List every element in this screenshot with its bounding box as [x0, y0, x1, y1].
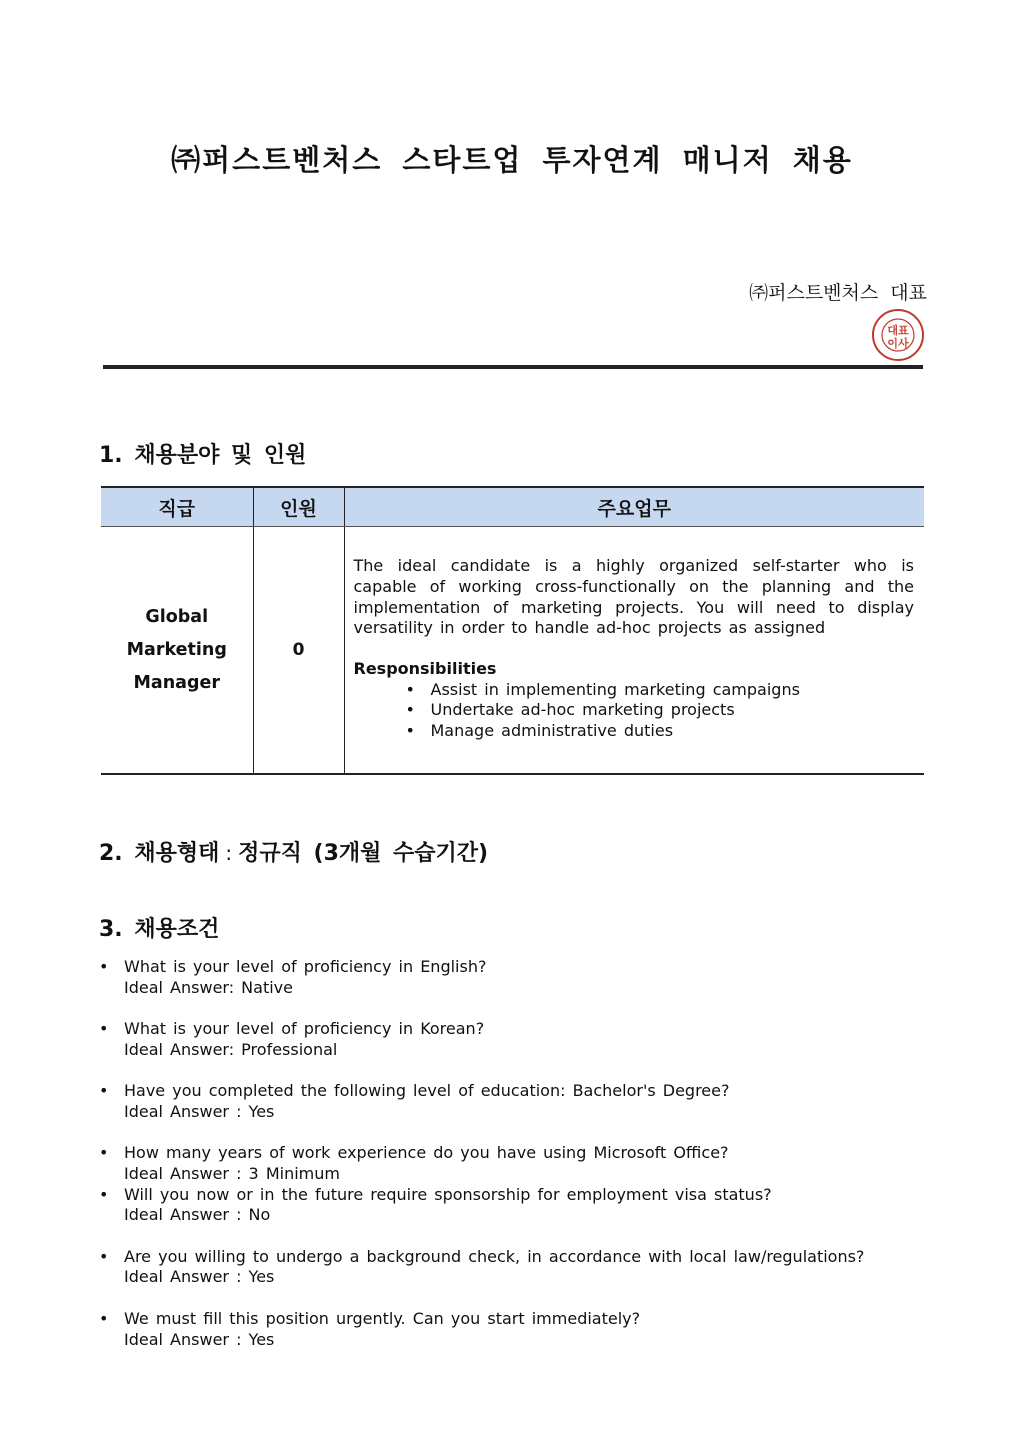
position-title-cell — [101, 527, 253, 775]
seal-text-top: 대표 — [887, 324, 909, 337]
employment-type-label: 2. 채용형태 — [99, 841, 220, 866]
header-duties: 주요업무 — [344, 487, 924, 527]
duties-cell — [344, 527, 924, 775]
responsibilities-list — [354, 680, 915, 742]
condition-question: • Are you willing to undergo a background check, in accordance with local law/regulations? — [124, 1246, 865, 1266]
document-title: ㈜퍼스트벤처스 스타트업 투자연계 매니저 채용 — [171, 143, 853, 177]
table-row — [101, 527, 924, 775]
condition-answer: Ideal Answer: Professional — [124, 1039, 338, 1059]
section1-heading: 1. 채용분야 및 인원 — [99, 443, 307, 468]
employment-type-value: 정규직 (3개월 수습기간) — [238, 841, 489, 866]
list-item — [99, 1247, 919, 1288]
list-item — [99, 1143, 919, 1184]
list-item — [99, 1309, 919, 1350]
list-item: • Undertake ad-hoc marketing projects — [406, 700, 915, 721]
position-title-line: Marketing — [126, 639, 227, 660]
section2-heading — [99, 836, 488, 867]
condition-question: • Will you now or in the future require sponsorship for employment visa status? — [124, 1184, 772, 1204]
positions-table — [101, 486, 924, 775]
position-title-line: Global — [145, 606, 209, 627]
conditions-list — [99, 957, 919, 1350]
condition-answer: Ideal Answer : No — [124, 1205, 271, 1225]
condition-answer: Ideal Answer : Yes — [124, 1267, 275, 1287]
list-item — [99, 1081, 919, 1122]
condition-question: • How many years of work experience do you have using Microsoft Office? — [124, 1143, 729, 1163]
list-item: • Manage administrative duties — [406, 721, 915, 742]
job-description: The ideal candidate is a highly organized self-starter who is capable of working cross-functionally on the planning and the implementation of marketing projects. You will need to display versatility in order to handle ad-hoc projects as assigned — [353, 556, 914, 638]
condition-question: • We must fill this position urgently. Can you start immediately? — [124, 1308, 641, 1328]
header-rank: 직급 — [101, 487, 253, 527]
condition-answer: Ideal Answer : 3 Minimum — [124, 1163, 340, 1183]
issuer-name: ㈜퍼스트벤처스 대표 — [749, 282, 927, 304]
list-item — [99, 1185, 919, 1226]
condition-question: • What is your level of proficiency in Korean? — [124, 1019, 485, 1039]
list-item: • Assist in implementing marketing campaigns — [406, 680, 915, 701]
list-item — [99, 1019, 919, 1060]
table-header-row — [101, 487, 924, 527]
position-title-line: Manager — [133, 672, 221, 693]
condition-answer: Ideal Answer: Native — [124, 977, 293, 997]
headcount-value: 0 — [292, 640, 305, 660]
headcount-cell — [253, 527, 344, 775]
condition-question: • What is your level of proficiency in English? — [124, 957, 487, 976]
seal-text-bottom: 이사 — [887, 337, 909, 350]
responsibilities-label: Responsibilities — [353, 659, 497, 678]
section3-heading: 3. 채용조건 — [99, 917, 220, 942]
condition-question: • Have you completed the following level of education: Bachelor's Degree? — [124, 1081, 730, 1101]
header-headcount: 인원 — [253, 487, 344, 527]
company-seal — [871, 308, 925, 362]
list-item — [99, 957, 919, 998]
heading-separator: : — [225, 841, 233, 865]
condition-answer: Ideal Answer : Yes — [124, 1329, 275, 1349]
header-divider — [103, 365, 923, 369]
condition-answer: Ideal Answer : Yes — [124, 1101, 275, 1121]
